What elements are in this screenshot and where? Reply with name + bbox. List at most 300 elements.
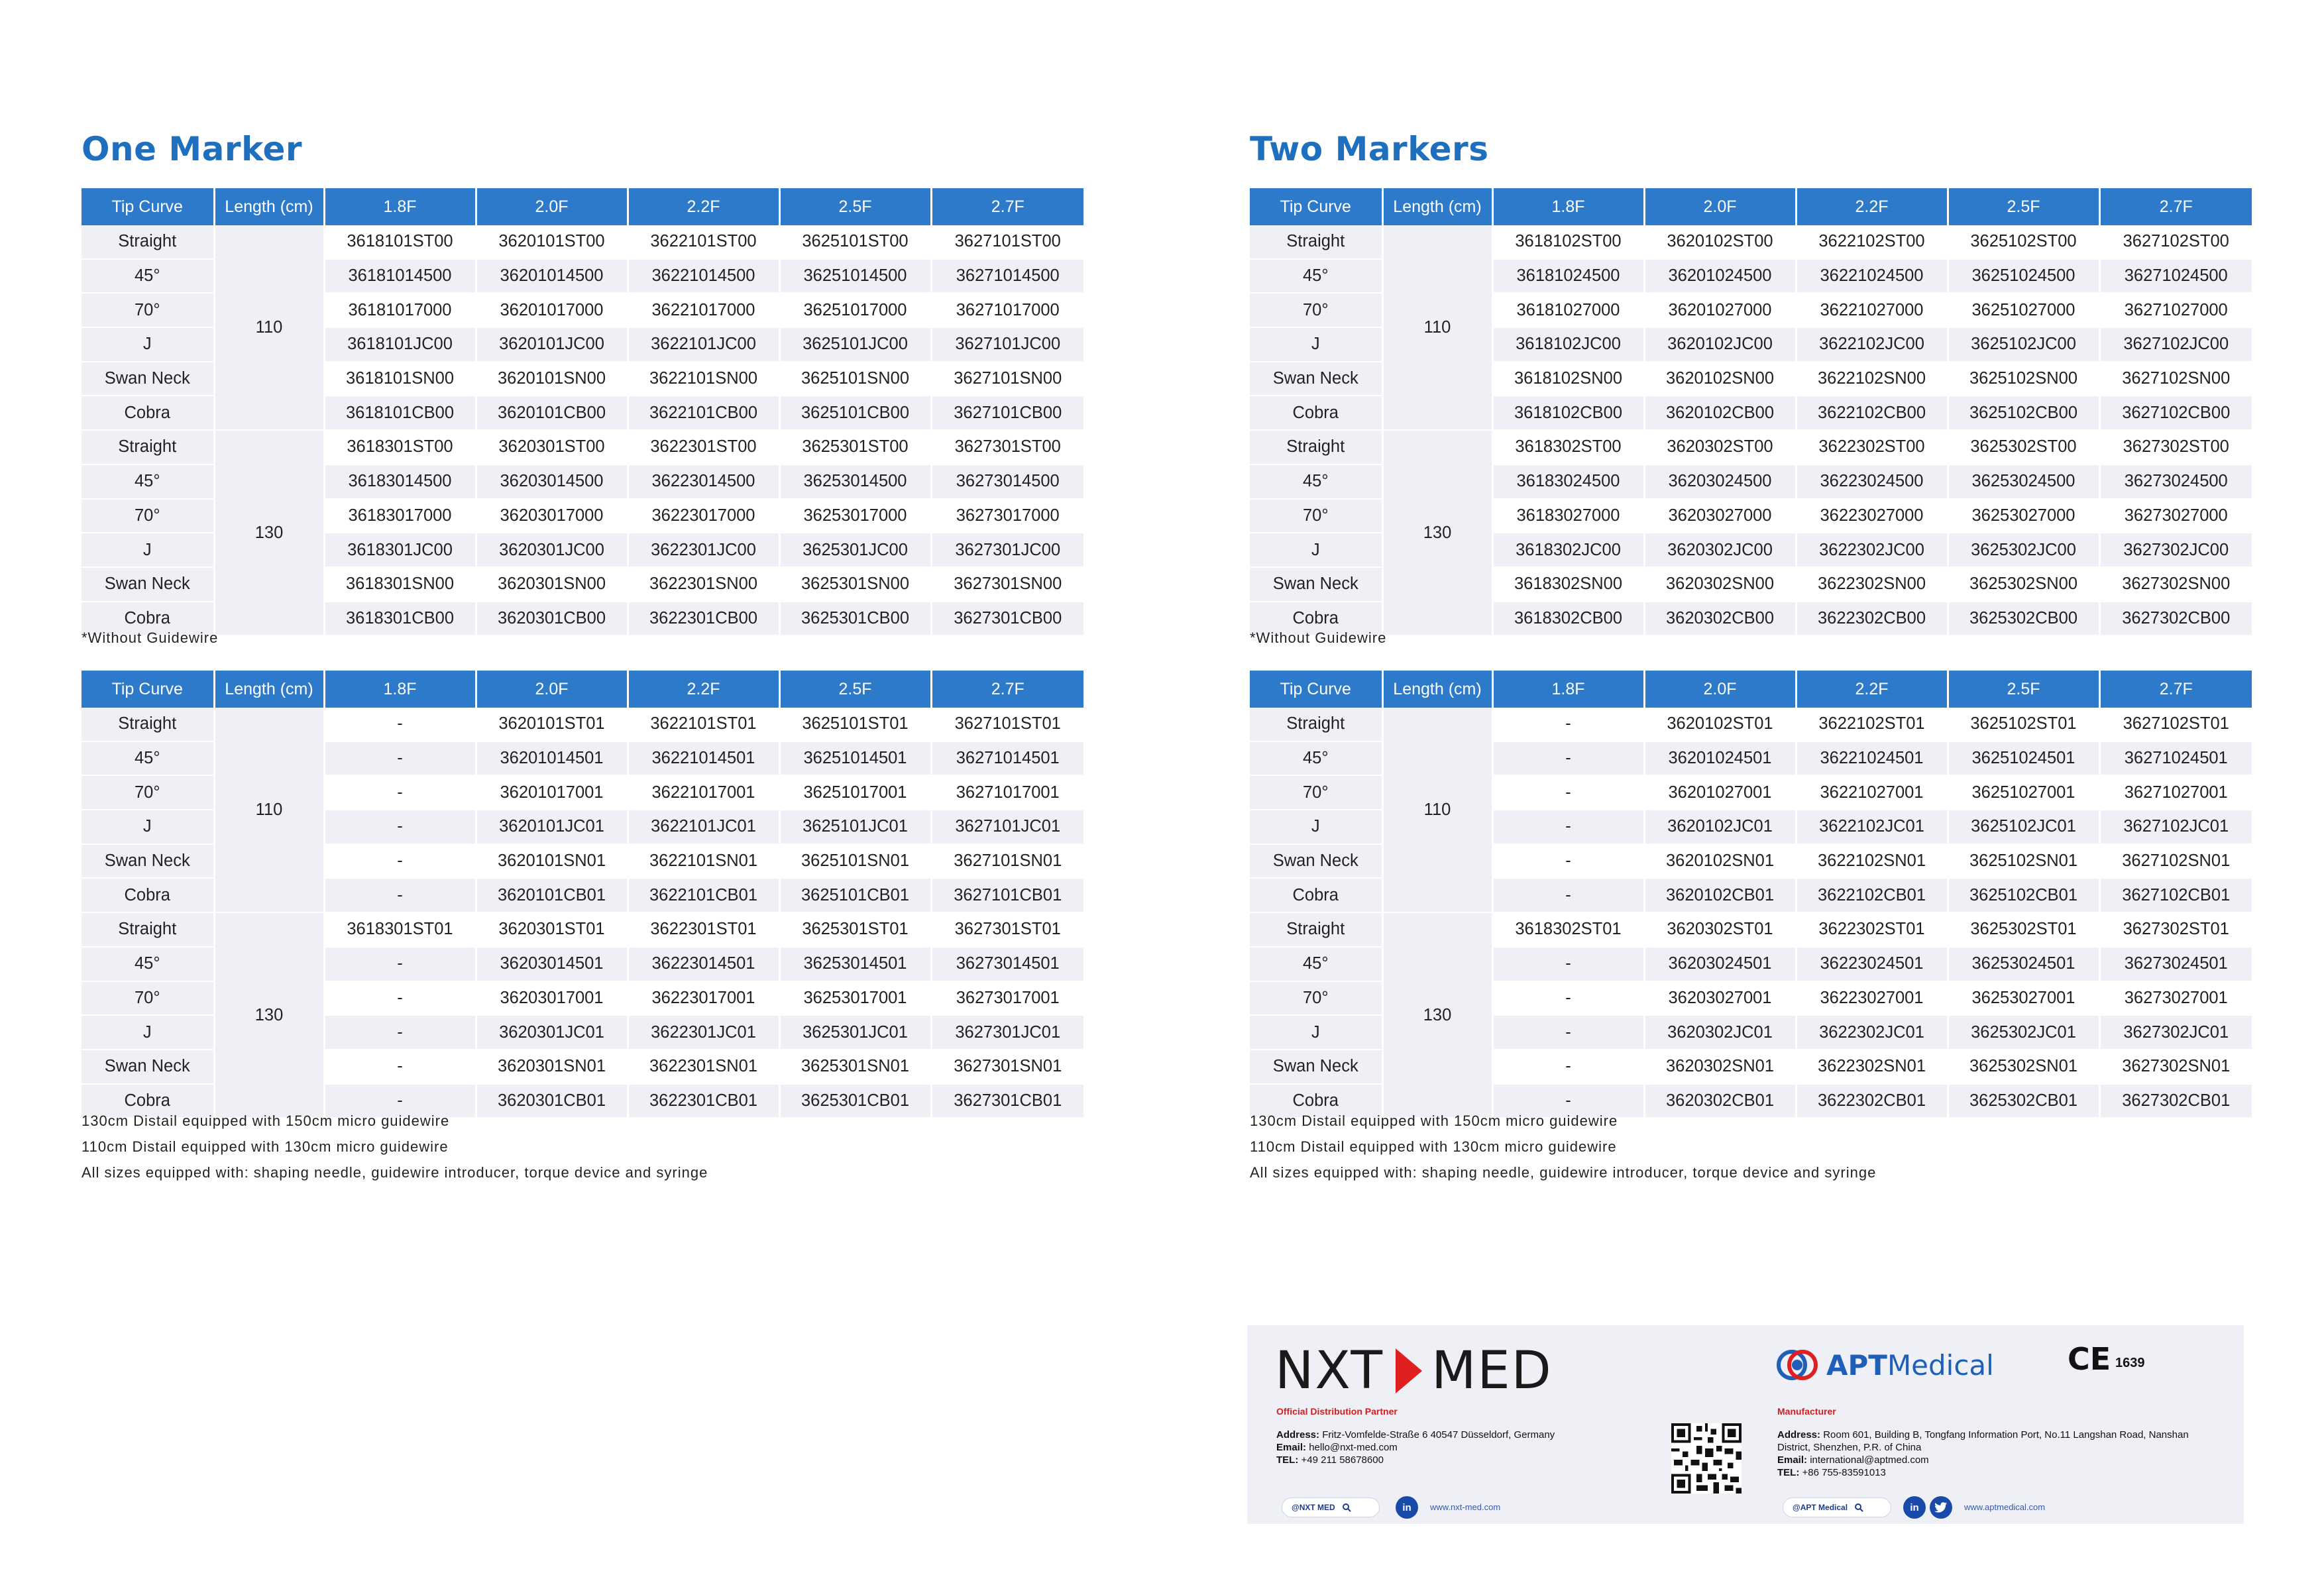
product-code-cell: 3627102CB01 (2099, 878, 2252, 912)
product-code-cell: 3620102ST00 (1644, 225, 1796, 259)
product-code-cell: 36183024500 (1492, 464, 1644, 499)
column-header: 2.7F (931, 188, 1083, 225)
product-code-cell: 3622102SN01 (1796, 844, 1948, 879)
product-code-cell: 3627102ST00 (2099, 225, 2252, 259)
nxt-logo-right: MED (1431, 1341, 1553, 1401)
product-code-cell: 3622102ST00 (1796, 225, 1948, 259)
equipment-note-line: All sizes equipped with: shaping needle, guidewire introducer, torque device and syringe (82, 1164, 708, 1181)
product-code-cell: - (1492, 741, 1644, 776)
product-code-cell: 36221017000 (628, 293, 779, 327)
apt-tel-line: TEL: +86 755-83591013 (1777, 1467, 1886, 1478)
table-row (1250, 708, 2252, 741)
product-code-cell: 36221027000 (1796, 293, 1948, 327)
product-code-cell: 36201024500 (1644, 259, 1796, 294)
product-code-cell: 36221017001 (628, 775, 779, 810)
column-header: 2.2F (628, 671, 779, 708)
equipment-notes (1250, 1108, 1876, 1185)
tip-curve-cell: J (82, 327, 214, 362)
product-code-cell: - (1492, 708, 1644, 741)
product-code-cell: 3618301ST00 (324, 430, 476, 464)
product-code-cell: 3618302JC00 (1492, 533, 1644, 567)
tip-curve-cell: Straight (1250, 708, 1382, 741)
table-row (82, 225, 1083, 259)
ce-mark: CE (2068, 1341, 2111, 1377)
product-code-cell: 3627301SN01 (931, 1050, 1083, 1084)
tip-curve-cell: 70° (1250, 981, 1382, 1016)
qr-code-icon (1671, 1423, 1742, 1494)
product-code-cell: 3622102JC00 (1796, 327, 1948, 362)
tip-curve-cell: 45° (82, 947, 214, 981)
column-header: 2.5F (1948, 671, 2099, 708)
product-code-cell: 36221014501 (628, 741, 779, 776)
column-header: 2.5F (779, 188, 931, 225)
product-code-cell: 3627102SN00 (2099, 362, 2252, 396)
tip-curve-cell: Cobra (1250, 396, 1382, 430)
product-table-with-guidewire (82, 671, 1083, 1118)
product-code-cell: 3618101ST00 (324, 225, 476, 259)
product-code-cell: 36203024501 (1644, 947, 1796, 981)
nxt-med-logo (1275, 1341, 1553, 1401)
table-header-row (82, 671, 1083, 708)
product-code-cell: 36253017000 (779, 499, 931, 533)
product-code-cell: 3622301CB01 (628, 1084, 779, 1118)
product-code-cell: 36203014500 (476, 464, 628, 499)
tip-curve-cell: Cobra (82, 1084, 214, 1118)
product-code-cell: 36251017000 (779, 293, 931, 327)
product-code-cell: 36271027000 (2099, 293, 2252, 327)
product-code-cell: 3620102ST01 (1644, 708, 1796, 741)
product-code-cell: 3620102SN00 (1644, 362, 1796, 396)
product-code-cell: 36253024501 (1948, 947, 2099, 981)
product-code-cell: 36251027001 (1948, 775, 2099, 810)
tip-curve-cell: Straight (1250, 225, 1382, 259)
product-code-cell: 3618102SN00 (1492, 362, 1644, 396)
product-code-cell: - (324, 810, 476, 844)
product-code-cell: 36251017001 (779, 775, 931, 810)
tip-curve-cell: Swan Neck (1250, 1050, 1382, 1084)
product-code-cell: 3627302ST00 (2099, 430, 2252, 464)
product-code-cell: 3625302ST01 (1948, 912, 2099, 947)
column-header: 1.8F (1492, 671, 1644, 708)
product-code-cell: 3620102JC01 (1644, 810, 1796, 844)
product-code-cell: 36201017000 (476, 293, 628, 327)
product-code-cell: 36201027001 (1644, 775, 1796, 810)
product-code-cell: 3618102CB00 (1492, 396, 1644, 430)
product-code-cell: 3622301ST00 (628, 430, 779, 464)
product-code-cell: 3625102SN01 (1948, 844, 2099, 879)
product-code-cell: 36223014501 (628, 947, 779, 981)
product-code-cell: 3622301JC00 (628, 533, 779, 567)
column-header: 2.2F (1796, 188, 1948, 225)
product-table-without-guidewire (82, 188, 1083, 636)
product-code-cell: 36251024501 (1948, 741, 2099, 776)
product-code-cell: 3627102CB00 (2099, 396, 2252, 430)
product-code-cell: 3622302JC00 (1796, 533, 1948, 567)
length-cell: 130 (214, 912, 324, 1118)
product-code-cell: 36201014501 (476, 741, 628, 776)
product-code-cell: 36203014501 (476, 947, 628, 981)
product-code-cell: 36201024501 (1644, 741, 1796, 776)
product-code-cell: 3622302ST00 (1796, 430, 1948, 464)
product-code-cell: 3627302JC01 (2099, 1015, 2252, 1050)
nxt-website-link[interactable]: www.nxt-med.com (1430, 1502, 1501, 1512)
product-code-cell: 3618301JC00 (324, 533, 476, 567)
tip-curve-cell: 70° (82, 293, 214, 327)
product-code-cell: 36201027000 (1644, 293, 1796, 327)
column-header: 2.5F (1948, 188, 2099, 225)
product-code-cell: 3627101JC01 (931, 810, 1083, 844)
nxt-arrow-icon (1396, 1348, 1422, 1393)
product-code-cell: 3627301CB00 (931, 602, 1083, 636)
tip-curve-cell: 70° (1250, 499, 1382, 533)
product-code-cell: 36223024500 (1796, 464, 1948, 499)
product-code-cell: 3625101ST01 (779, 708, 931, 741)
product-code-cell: 3625102JC00 (1948, 327, 2099, 362)
product-code-cell: 3620301SN00 (476, 567, 628, 602)
column-header: 1.8F (324, 671, 476, 708)
ce-notified-body-number: 1639 (2115, 1356, 2145, 1370)
product-code-cell: 36203017001 (476, 981, 628, 1016)
tip-curve-cell: Cobra (1250, 602, 1382, 636)
apt-medical-emblem-icon (1776, 1345, 1820, 1385)
tip-curve-cell: Cobra (82, 602, 214, 636)
product-code-cell: 3620302CB01 (1644, 1084, 1796, 1118)
product-code-cell: 3622302CB00 (1796, 602, 1948, 636)
product-code-cell: 3622302JC01 (1796, 1015, 1948, 1050)
product-code-cell: 36253024500 (1948, 464, 2099, 499)
product-code-cell: 3625301ST01 (779, 912, 931, 947)
product-code-cell: - (1492, 810, 1644, 844)
product-code-cell: 3620302SN00 (1644, 567, 1796, 602)
product-code-cell: 3627101CB01 (931, 878, 1083, 912)
product-code-cell: 3625102ST01 (1948, 708, 2099, 741)
column-header: 2.0F (476, 671, 628, 708)
product-code-cell: 3618102ST00 (1492, 225, 1644, 259)
product-table-without-guidewire (1250, 188, 2252, 636)
product-code-cell: - (324, 708, 476, 741)
product-code-cell: 3627102JC00 (2099, 327, 2252, 362)
nxt-tel-line: TEL: +49 211 58678600 (1276, 1454, 1384, 1466)
search-icon (1342, 1503, 1351, 1512)
product-code-cell: 3627302JC00 (2099, 533, 2252, 567)
equipment-note-line: All sizes equipped with: shaping needle, guidewire introducer, torque device and syringe (1250, 1164, 1877, 1181)
nxt-logo-left: NXT (1275, 1341, 1384, 1401)
product-code-cell: 3625302SN00 (1948, 567, 2099, 602)
equipment-note-line: 110cm Distail equipped with 130cm micro guidewire (82, 1138, 449, 1155)
tip-curve-cell: Swan Neck (82, 1050, 214, 1084)
column-header: 1.8F (324, 188, 476, 225)
product-code-cell: 3627302CB00 (2099, 602, 2252, 636)
apt-website-link[interactable]: www.aptmedical.com (1964, 1502, 2046, 1512)
product-code-cell: 3625101JC00 (779, 327, 931, 362)
product-code-cell: 3620302SN01 (1644, 1050, 1796, 1084)
product-code-cell: 3625301JC01 (779, 1015, 931, 1050)
length-cell: 110 (1382, 225, 1492, 430)
product-code-cell: 3627301JC00 (931, 533, 1083, 567)
search-icon (1854, 1503, 1863, 1512)
product-code-cell: 36271014501 (931, 741, 1083, 776)
tip-curve-cell: 70° (82, 499, 214, 533)
product-code-cell: 36223014500 (628, 464, 779, 499)
product-code-cell: 3627102ST01 (2099, 708, 2252, 741)
column-header: Tip Curve (82, 671, 214, 708)
column-header: Length (cm) (214, 188, 324, 225)
apt-contact-block (1777, 1429, 2221, 1479)
product-code-cell: 3625101CB00 (779, 396, 931, 430)
tip-curve-cell: 45° (1250, 947, 1382, 981)
tip-curve-cell: J (1250, 533, 1382, 567)
product-code-cell: 3620101JC01 (476, 810, 628, 844)
tip-curve-cell: Straight (82, 708, 214, 741)
product-code-cell: 3622101JC01 (628, 810, 779, 844)
table-header-row (82, 188, 1083, 225)
product-code-cell: 3620101SN01 (476, 844, 628, 879)
product-code-cell: 3620101JC00 (476, 327, 628, 362)
product-code-cell: 36253027000 (1948, 499, 2099, 533)
tip-curve-cell: Straight (1250, 912, 1382, 947)
product-code-cell: 3622101CB01 (628, 878, 779, 912)
product-code-cell: 3625301SN00 (779, 567, 931, 602)
product-code-cell: - (324, 878, 476, 912)
product-code-cell: 3625302SN01 (1948, 1050, 2099, 1084)
tip-curve-cell: 45° (1250, 464, 1382, 499)
product-code-cell: 3627102JC01 (2099, 810, 2252, 844)
product-code-cell: - (1492, 775, 1644, 810)
nxt-email-line[interactable]: Email: hello@nxt-med.com (1276, 1442, 1398, 1453)
product-code-cell: 3625302JC00 (1948, 533, 2099, 567)
product-code-cell: - (324, 844, 476, 879)
product-code-cell: 36273014501 (931, 947, 1083, 981)
column-header: 2.0F (476, 188, 628, 225)
product-code-cell: 3620102CB00 (1644, 396, 1796, 430)
product-code-cell: 3620102JC00 (1644, 327, 1796, 362)
product-code-cell: 36271017000 (931, 293, 1083, 327)
product-code-cell: 36203027001 (1644, 981, 1796, 1016)
product-code-cell: 3620301CB00 (476, 602, 628, 636)
product-code-cell: 3618302SN00 (1492, 567, 1644, 602)
linkedin-icon[interactable]: in (1903, 1496, 1926, 1519)
product-code-cell: 36183017000 (324, 499, 476, 533)
tip-curve-cell: Cobra (1250, 878, 1382, 912)
product-code-cell: 3625102CB01 (1948, 878, 2099, 912)
linkedin-icon[interactable]: in (1396, 1496, 1418, 1519)
product-code-cell: 3620101CB00 (476, 396, 628, 430)
product-code-cell: 3620101CB01 (476, 878, 628, 912)
nxt-social-search-pill[interactable] (1282, 1497, 1380, 1517)
product-code-cell: 3620302JC00 (1644, 533, 1796, 567)
column-header: 2.2F (628, 188, 779, 225)
product-code-cell: 3620101ST00 (476, 225, 628, 259)
equipment-note-line: 130cm Distail equipped with 150cm micro guidewire (82, 1113, 450, 1129)
column-header: 2.7F (2099, 188, 2252, 225)
column-header: Tip Curve (82, 188, 214, 225)
product-code-cell: 3622301CB00 (628, 602, 779, 636)
product-code-cell: 36223027000 (1796, 499, 1948, 533)
product-code-cell: 36201017001 (476, 775, 628, 810)
product-code-cell: 36223024501 (1796, 947, 1948, 981)
manufacturer-label: Manufacturer (1777, 1406, 1836, 1417)
tip-curve-cell: 45° (82, 259, 214, 294)
tip-curve-cell: 45° (82, 464, 214, 499)
product-code-cell: 3620101SN00 (476, 362, 628, 396)
tip-curve-cell: 70° (1250, 293, 1382, 327)
product-code-cell: 36271014500 (931, 259, 1083, 294)
tip-curve-cell: J (82, 533, 214, 567)
product-code-cell: 3620302ST00 (1644, 430, 1796, 464)
tip-curve-cell: Swan Neck (1250, 567, 1382, 602)
product-code-cell: 36203027000 (1644, 499, 1796, 533)
product-code-cell: 3622102ST01 (1796, 708, 1948, 741)
product-code-cell: 36221027001 (1796, 775, 1948, 810)
product-code-cell: 3627302SN00 (2099, 567, 2252, 602)
product-code-cell: 36223017001 (628, 981, 779, 1016)
product-code-cell: 3622302CB01 (1796, 1084, 1948, 1118)
product-code-cell: 3627301JC01 (931, 1015, 1083, 1050)
tip-curve-cell: 70° (82, 981, 214, 1016)
tip-curve-cell: 45° (82, 741, 214, 776)
product-code-cell: - (324, 947, 476, 981)
product-code-cell: 3627102SN01 (2099, 844, 2252, 879)
product-code-cell: 3625102SN00 (1948, 362, 2099, 396)
column-header: 2.7F (931, 671, 1083, 708)
apt-medical-wordmark: APTMedical (1826, 1348, 1994, 1382)
product-code-cell: 3618301ST01 (324, 912, 476, 947)
product-code-cell: 3627302CB01 (2099, 1084, 2252, 1118)
product-code-cell: 3618102JC00 (1492, 327, 1644, 362)
product-code-cell: 3620101ST01 (476, 708, 628, 741)
product-code-cell: 3618101CB00 (324, 396, 476, 430)
product-code-cell: 3625101JC01 (779, 810, 931, 844)
length-cell: 130 (214, 430, 324, 635)
column-header: 2.0F (1644, 671, 1796, 708)
product-code-cell: 3625302ST00 (1948, 430, 2099, 464)
product-code-cell: 3618301SN00 (324, 567, 476, 602)
product-code-cell: - (1492, 947, 1644, 981)
section-title: Two Markers (1250, 130, 1489, 168)
tip-curve-cell: J (82, 810, 214, 844)
length-cell: 130 (1382, 912, 1492, 1118)
product-code-cell: 36251027000 (1948, 293, 2099, 327)
product-code-cell: - (324, 1084, 476, 1118)
tip-curve-cell: Swan Neck (1250, 362, 1382, 396)
tip-curve-cell: Straight (82, 225, 214, 259)
product-code-cell: 3625302JC01 (1948, 1015, 2099, 1050)
product-code-cell: 3627301ST01 (931, 912, 1083, 947)
product-code-cell: 3625301ST00 (779, 430, 931, 464)
product-code-cell: - (1492, 1015, 1644, 1050)
tip-curve-cell: Straight (82, 430, 214, 464)
product-code-cell: 3627101JC00 (931, 327, 1083, 362)
product-code-cell: 3627302ST01 (2099, 912, 2252, 947)
apt-social-search-pill[interactable] (1783, 1497, 1891, 1517)
product-code-cell: 3625102ST00 (1948, 225, 2099, 259)
product-code-cell: 36181024500 (1492, 259, 1644, 294)
tip-curve-cell: Cobra (1250, 1084, 1382, 1118)
equipment-note-line: 130cm Distail equipped with 150cm micro guidewire (1250, 1113, 1618, 1129)
twitter-bird-glyph (1934, 1502, 1948, 1513)
product-code-cell: 3622302SN01 (1796, 1050, 1948, 1084)
product-code-cell: 3627302SN01 (2099, 1050, 2252, 1084)
product-code-cell: 36273024500 (2099, 464, 2252, 499)
section-one-marker (82, 0, 1083, 1193)
product-table-with-guidewire (1250, 671, 2252, 1118)
product-code-cell: 3620301JC00 (476, 533, 628, 567)
column-header: Length (cm) (1382, 671, 1492, 708)
product-code-cell: 3622102JC01 (1796, 810, 1948, 844)
column-header: 2.0F (1644, 188, 1796, 225)
product-code-cell: 3620301CB01 (476, 1084, 628, 1118)
section-two-markers (1250, 0, 2252, 1193)
product-code-cell: 36201014500 (476, 259, 628, 294)
product-code-cell: 3627101ST00 (931, 225, 1083, 259)
product-code-cell: - (324, 775, 476, 810)
twitter-bird-icon[interactable] (1930, 1496, 1952, 1519)
product-code-cell: 3618302ST00 (1492, 430, 1644, 464)
product-code-cell: 3627301SN00 (931, 567, 1083, 602)
table-row (82, 912, 1083, 947)
product-code-cell: 3625302CB00 (1948, 602, 2099, 636)
product-code-cell: 3622102CB00 (1796, 396, 1948, 430)
product-code-cell: 3622101ST00 (628, 225, 779, 259)
nxt-social-handle: @NXT MED (1292, 1503, 1335, 1512)
apt-social-handle: @APT Medical (1793, 1503, 1848, 1512)
product-code-cell: 36251014500 (779, 259, 931, 294)
nxt-contact-block (1276, 1429, 1647, 1466)
product-code-cell: 3625102JC01 (1948, 810, 2099, 844)
partner-label: Official Distribution Partner (1276, 1406, 1398, 1417)
product-code-cell: 3625302CB01 (1948, 1084, 2099, 1118)
tip-curve-cell: 45° (1250, 259, 1382, 294)
nxt-address-line: Address: Fritz-Vomfelde-Straße 6 40547 Düsseldorf, Germany (1276, 1429, 1555, 1441)
product-code-cell: 3620302CB00 (1644, 602, 1796, 636)
product-code-cell: 3620301ST01 (476, 912, 628, 947)
product-code-cell: 3625101CB01 (779, 878, 931, 912)
column-header: 2.5F (779, 671, 931, 708)
equipment-notes (82, 1108, 708, 1185)
table-row (1250, 225, 2252, 259)
product-code-cell: 36251024500 (1948, 259, 2099, 294)
length-cell: 110 (214, 225, 324, 430)
product-code-cell: 3627301CB01 (931, 1084, 1083, 1118)
tip-curve-cell: 70° (82, 775, 214, 810)
tip-curve-cell: J (1250, 1015, 1382, 1050)
without-guidewire-note: *Without Guidewire (82, 629, 219, 646)
column-header: Length (cm) (1382, 188, 1492, 225)
tip-curve-cell: J (1250, 810, 1382, 844)
product-code-cell: 3627101SN01 (931, 844, 1083, 879)
product-code-cell: 3625301CB01 (779, 1084, 931, 1118)
product-code-cell: 3625101SN00 (779, 362, 931, 396)
length-cell: 110 (1382, 708, 1492, 912)
product-code-cell: - (324, 1015, 476, 1050)
product-code-cell: - (1492, 981, 1644, 1016)
product-code-cell: - (324, 1050, 476, 1084)
product-code-cell: 3618301CB00 (324, 602, 476, 636)
product-code-cell: 3620102SN01 (1644, 844, 1796, 879)
product-code-cell: 3622301JC01 (628, 1015, 779, 1050)
tip-curve-cell: Swan Neck (1250, 844, 1382, 879)
product-code-cell: 3618101SN00 (324, 362, 476, 396)
product-code-cell: 3618302ST01 (1492, 912, 1644, 947)
tip-curve-cell: Cobra (82, 396, 214, 430)
product-code-cell: 3622101JC00 (628, 327, 779, 362)
product-code-cell: 36221024500 (1796, 259, 1948, 294)
apt-email-line[interactable]: Email: international@aptmed.com (1777, 1454, 1929, 1466)
product-code-cell: 3627101ST01 (931, 708, 1083, 741)
product-code-cell: 3625301CB00 (779, 602, 931, 636)
product-code-cell: - (1492, 844, 1644, 879)
without-guidewire-note: *Without Guidewire (1250, 629, 1387, 646)
